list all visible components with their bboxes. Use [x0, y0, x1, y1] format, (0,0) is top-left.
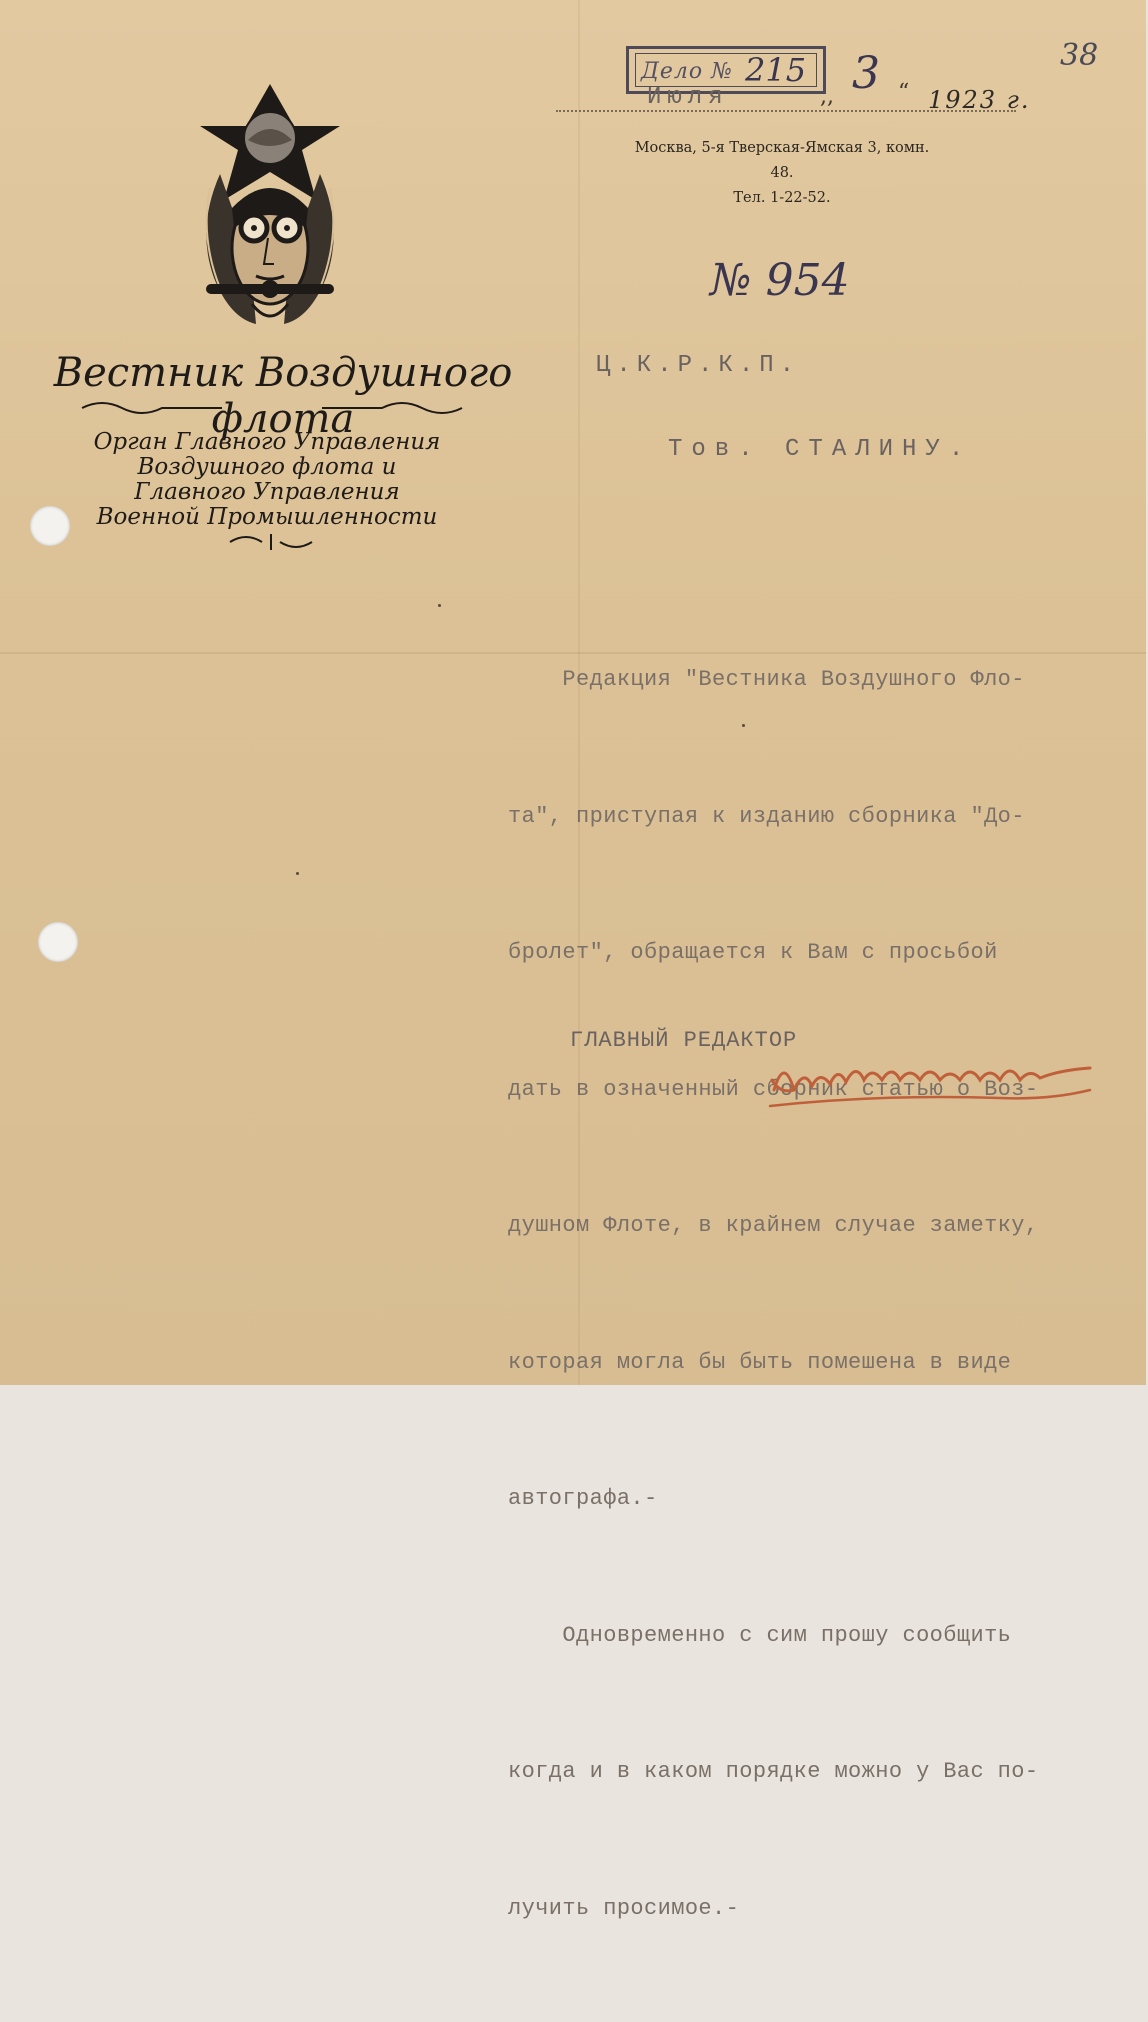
ink-speck — [296, 872, 299, 875]
body-line: когда и в каком порядке можно у Вас по- — [508, 1759, 1039, 1784]
date-open-quote: ,, — [820, 84, 834, 109]
letterhead-address — [622, 136, 942, 211]
masthead-subtitle-line: Орган Главного Управления — [93, 429, 441, 455]
ink-speck — [742, 724, 745, 727]
date-day: 3 — [852, 48, 880, 99]
masthead-subtitle — [72, 430, 462, 530]
ink-speck — [438, 604, 441, 607]
file-stamp-label: Дело № — [641, 59, 733, 84]
address-phone: Тел. 1-22-52. — [733, 190, 831, 206]
signature-icon — [760, 1050, 1110, 1120]
body-line: бролет", обращается к Вам с просьбой — [508, 940, 998, 965]
date-close-quote: “ — [898, 80, 910, 105]
signoff-title: ГЛАВНЫЙ РЕДАКТОР — [570, 1028, 798, 1053]
date-year: 1923 г. — [928, 86, 1031, 114]
registration-number: № 954 — [710, 255, 850, 306]
date-month: Июля — [647, 84, 729, 111]
letter-body — [508, 566, 1148, 2022]
body-line: Редакция "Вестника Воздушного Фло- — [508, 667, 1025, 692]
flourish-icon — [226, 530, 316, 554]
masthead-subtitle-line: Воздушного флота и — [137, 454, 397, 480]
body-line: которая могла бы быть помешена в виде — [508, 1349, 1012, 1375]
body-line: Одновременно с сим прошу сообщить — [508, 1622, 1012, 1648]
body-line: та", приступая к изданию сборника "До- — [508, 803, 1025, 829]
address-street: Москва, 5-я Тверская-Ямская 3, комн. 48. — [634, 140, 930, 181]
masthead-title-line: флота — [211, 396, 355, 442]
body-line: душном Флоте, в крайнем случае заметку, — [508, 1213, 1039, 1238]
aviator-emblem-icon — [190, 78, 370, 338]
page-number: 38 — [1060, 38, 1099, 73]
masthead-subtitle-line: Военной Промышленности — [96, 504, 438, 530]
recipient-organization: Ц.К.Р.К.П. — [596, 352, 801, 379]
masthead-title-line: Вестник Воздушного — [53, 350, 513, 396]
flourish-icon — [72, 396, 472, 420]
body-line: лучить просимое.- — [508, 1895, 740, 1921]
body-line: дать в означенный сборник статью о Воз- — [508, 1076, 1039, 1102]
file-stamp-number: 215 — [745, 51, 807, 89]
punch-hole — [30, 506, 70, 546]
punch-hole — [38, 922, 78, 962]
masthead-subtitle-line: Главного Управления — [134, 479, 400, 505]
body-line: автографа.- — [508, 1486, 658, 1511]
recipient-name: Тов. СТАЛИНУ. — [668, 436, 973, 463]
